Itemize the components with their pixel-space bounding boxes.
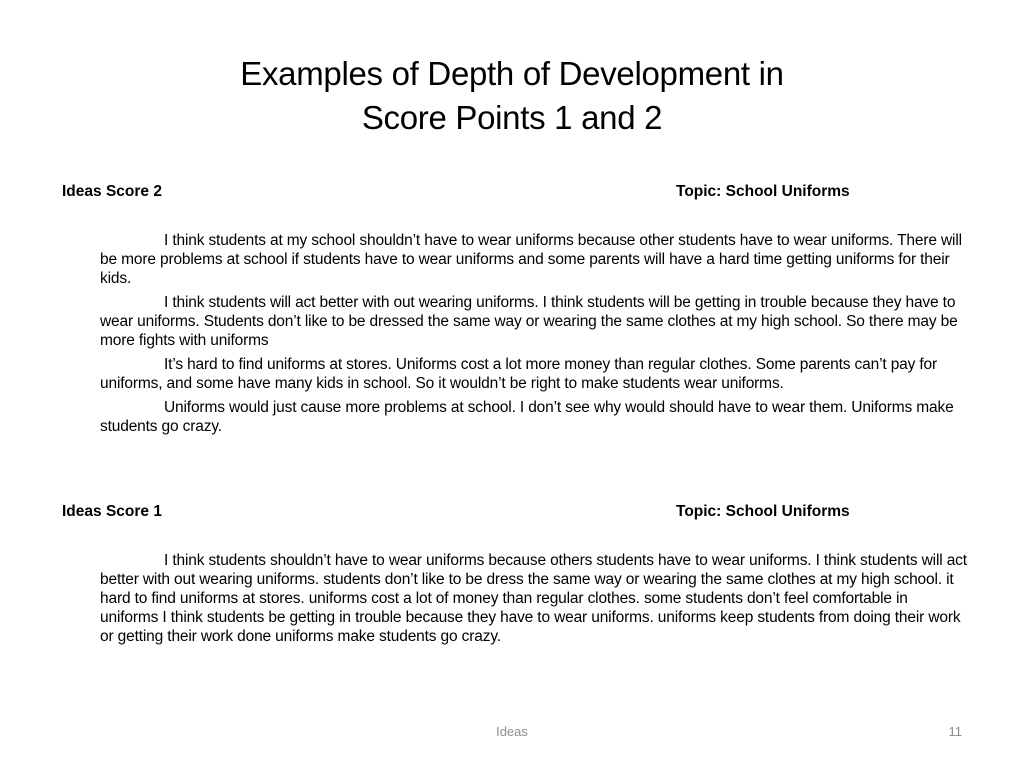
section-header-score-2: [62, 182, 962, 202]
essay-paragraph: Uniforms would just cause more problems at school. I don’t see why would should have to wear them. Uniforms make students go crazy.: [100, 399, 954, 435]
slide-title-line-1: Examples of Depth of Development in: [240, 55, 784, 92]
section-header-score-1: [62, 502, 962, 522]
essay-paragraph: It’s hard to find uniforms at stores. Uniforms cost a lot more money than regular clothes. Some parents can’t pay for uniforms, and some have many kids in school. So it wouldn’t be right to make students wear uniforms.: [100, 356, 938, 392]
section-topic-score-1: Topic: School Uniforms: [676, 503, 850, 520]
slide-title-line-2: Score Points 1 and 2: [361, 99, 663, 136]
essay-score-1: [100, 551, 970, 651]
slide-title: [0, 52, 1024, 140]
essay-score-2: [100, 231, 970, 441]
essay-paragraph: I think students will act better with out wearing uniforms. I think students will be getting in trouble because they have to wear uniforms. Students don’t like to be dressed the same way or wearing the same clothes at my high school. So there may be more fights with uniforms: [100, 294, 958, 349]
section-label-score-2: Ideas Score 2: [62, 183, 162, 200]
essay-paragraph: I think students at my school shouldn’t have to wear uniforms because other students have to wear uniforms. There will be more problems at school if students have to wear uniforms and some parents will have a hard time getting uniforms for their kids.: [100, 232, 962, 287]
essay-paragraph: I think students shouldn’t have to wear uniforms because others students have to wear uniforms. I think students will act better with out wearing uniforms. students don’t like to be dress the same way or wearing the same clothes at my high school. it hard to find uniforms at stores. uniforms cost a lot of money than regular clothes. some students don’t feel comfortable in uniforms I think students be getting in trouble because they have to wear uniforms. uniforms keep students from doing their work or getting their work done uniforms make students go crazy.: [100, 552, 967, 645]
section-label-score-1: Ideas Score 1: [62, 503, 162, 520]
footer-label: Ideas: [496, 724, 528, 739]
page-number: 11: [948, 724, 962, 739]
section-topic-score-2: Topic: School Uniforms: [676, 183, 850, 200]
